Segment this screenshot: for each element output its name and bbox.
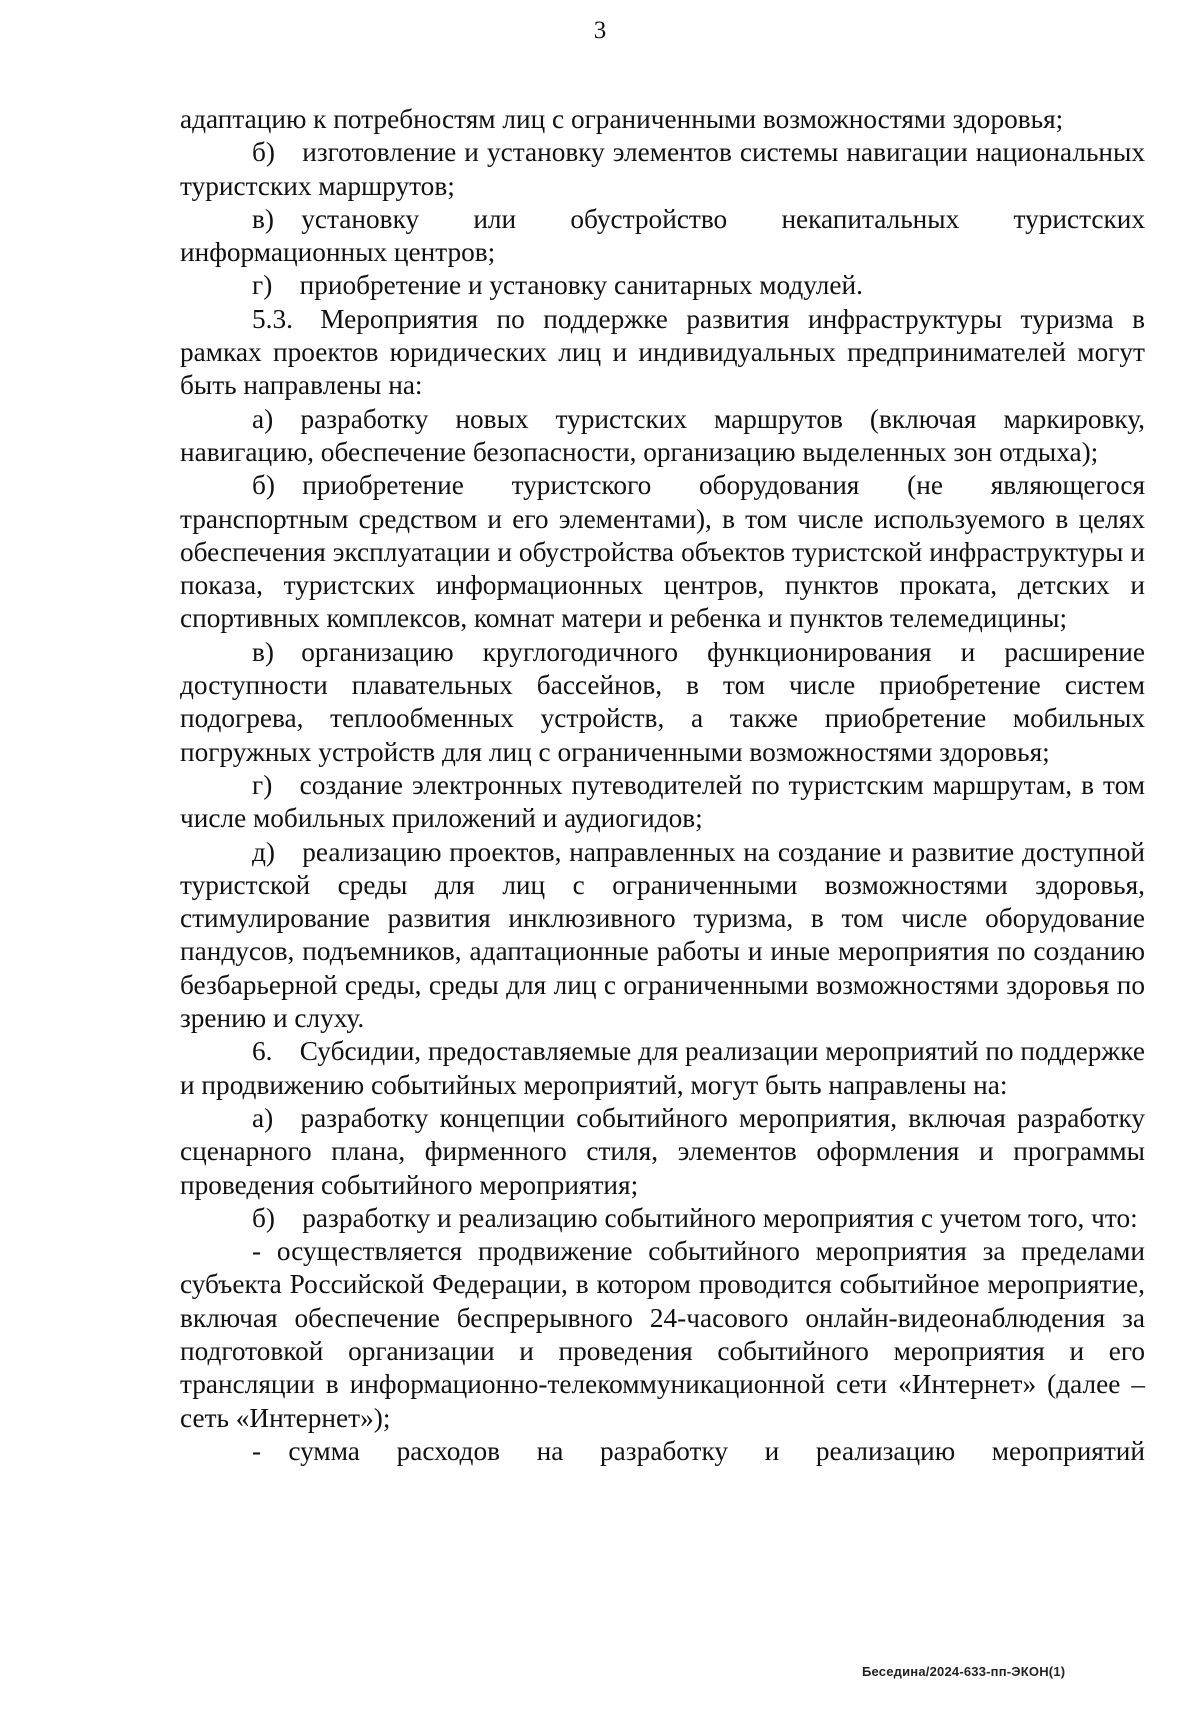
paragraph-item-b-navigation: б) изготовление и установку элементов системы навигации национальных туристских маршрутов; [180, 137, 1145, 201]
paragraph-continuation: адаптацию к потребностям лиц с ограниченными возможностями здоровья; [180, 104, 1064, 134]
paragraph-item-a-routes: а) разработку новых туристских маршрутов (включая маркировку, навигацию, обеспечение безопасности, организацию выделенных зон отдыха); [180, 403, 1145, 467]
paragraph-item-a-concept: а) разработку концепции событийного мероприятия, включая разработку сценарного плана, фирменного стиля, элементов оформления и программы проведения событийного мероприятия; [180, 1102, 1145, 1200]
paragraph-item-g-guides: г) создание электронных путеводителей по туристским маршрутам, в том числе мобильных приложений и аудиогидов; [180, 769, 1145, 834]
paragraph-bullet-promotion: - осуществляется продвижение событийного мероприятия за пределами субъекта Российской Федерации, в котором проводится событийное мероприятие, включая обеспечение беспрерывного 24-часового онлайн-видеонаблюдения за подготовкой организации и проведения событийного мероприятия и его трансляции в информационно-телекоммуникационной сети «Интернет» (далее – сеть «Интернет»); [180, 1236, 1145, 1433]
paragraph-item-g-sanitary-modules: г) приобретение и установку санитарных модулей. [252, 270, 863, 301]
paragraph-item-v-info-centers: в) установку или обустройство некапитальных туристских информационных центров; [180, 203, 1145, 268]
paragraph-section-6: 6. Субсидии, предоставляемые для реализации мероприятий по поддержке и продвижению событийных мероприятий, могут быть направлены на: [180, 1036, 1145, 1100]
paragraph-bullet-expenses: - сумма расходов на разработку и реализацию мероприятий [252, 1435, 1145, 1466]
footer-document-code: Беседина/2024-633-пп-ЭКОН(1) [862, 1664, 1066, 1679]
paragraph-section-5-3: 5.3. Мероприятия по поддержке развития инфраструктуры туризма в рамках проектов юридических лиц и индивидуальных предпринимателей могут быть направлены на: [180, 303, 1145, 401]
document-body [180, 103, 1145, 1468]
page-number: 3 [593, 17, 607, 44]
paragraph-item-b-equipment: б) приобретение туристского оборудования (не являющегося транспортным средством и его элементами), в том числе используемого в целях обеспечения эксплуатации и обустройства объектов туристской инфраструктуры и показа, туристских информационных центров, пунктов проката, детских и спортивных комплексов, комнат матери и ребенка и пунктов телемедицины; [180, 470, 1145, 634]
paragraph-item-v-pools: в) организацию круглогодичного функционирования и расширение доступности плавательных бассейнов, в том числе приобретение систем подогрева, теплообменных устройств, а также приобретение мобильных погружных устройств для лиц с ограниченными возможностями здоровья; [180, 636, 1145, 767]
paragraph-item-d-accessibility: д) реализацию проектов, направленных на создание и развитие доступной туристской среды для лиц с ограниченными возможностями здоровья, стимулирование развития инклюзивного туризма, в том числе оборудование пандусов, подъемников, адаптационные работы и иные мероприятия по созданию безбарьерной среды, среды для лиц с ограниченными возможностями здоровья по зрению и слуху. [180, 836, 1145, 1034]
paragraph-item-b-implementation: б) разработку и реализацию событийного мероприятия с учетом того, что: [252, 1202, 1138, 1233]
